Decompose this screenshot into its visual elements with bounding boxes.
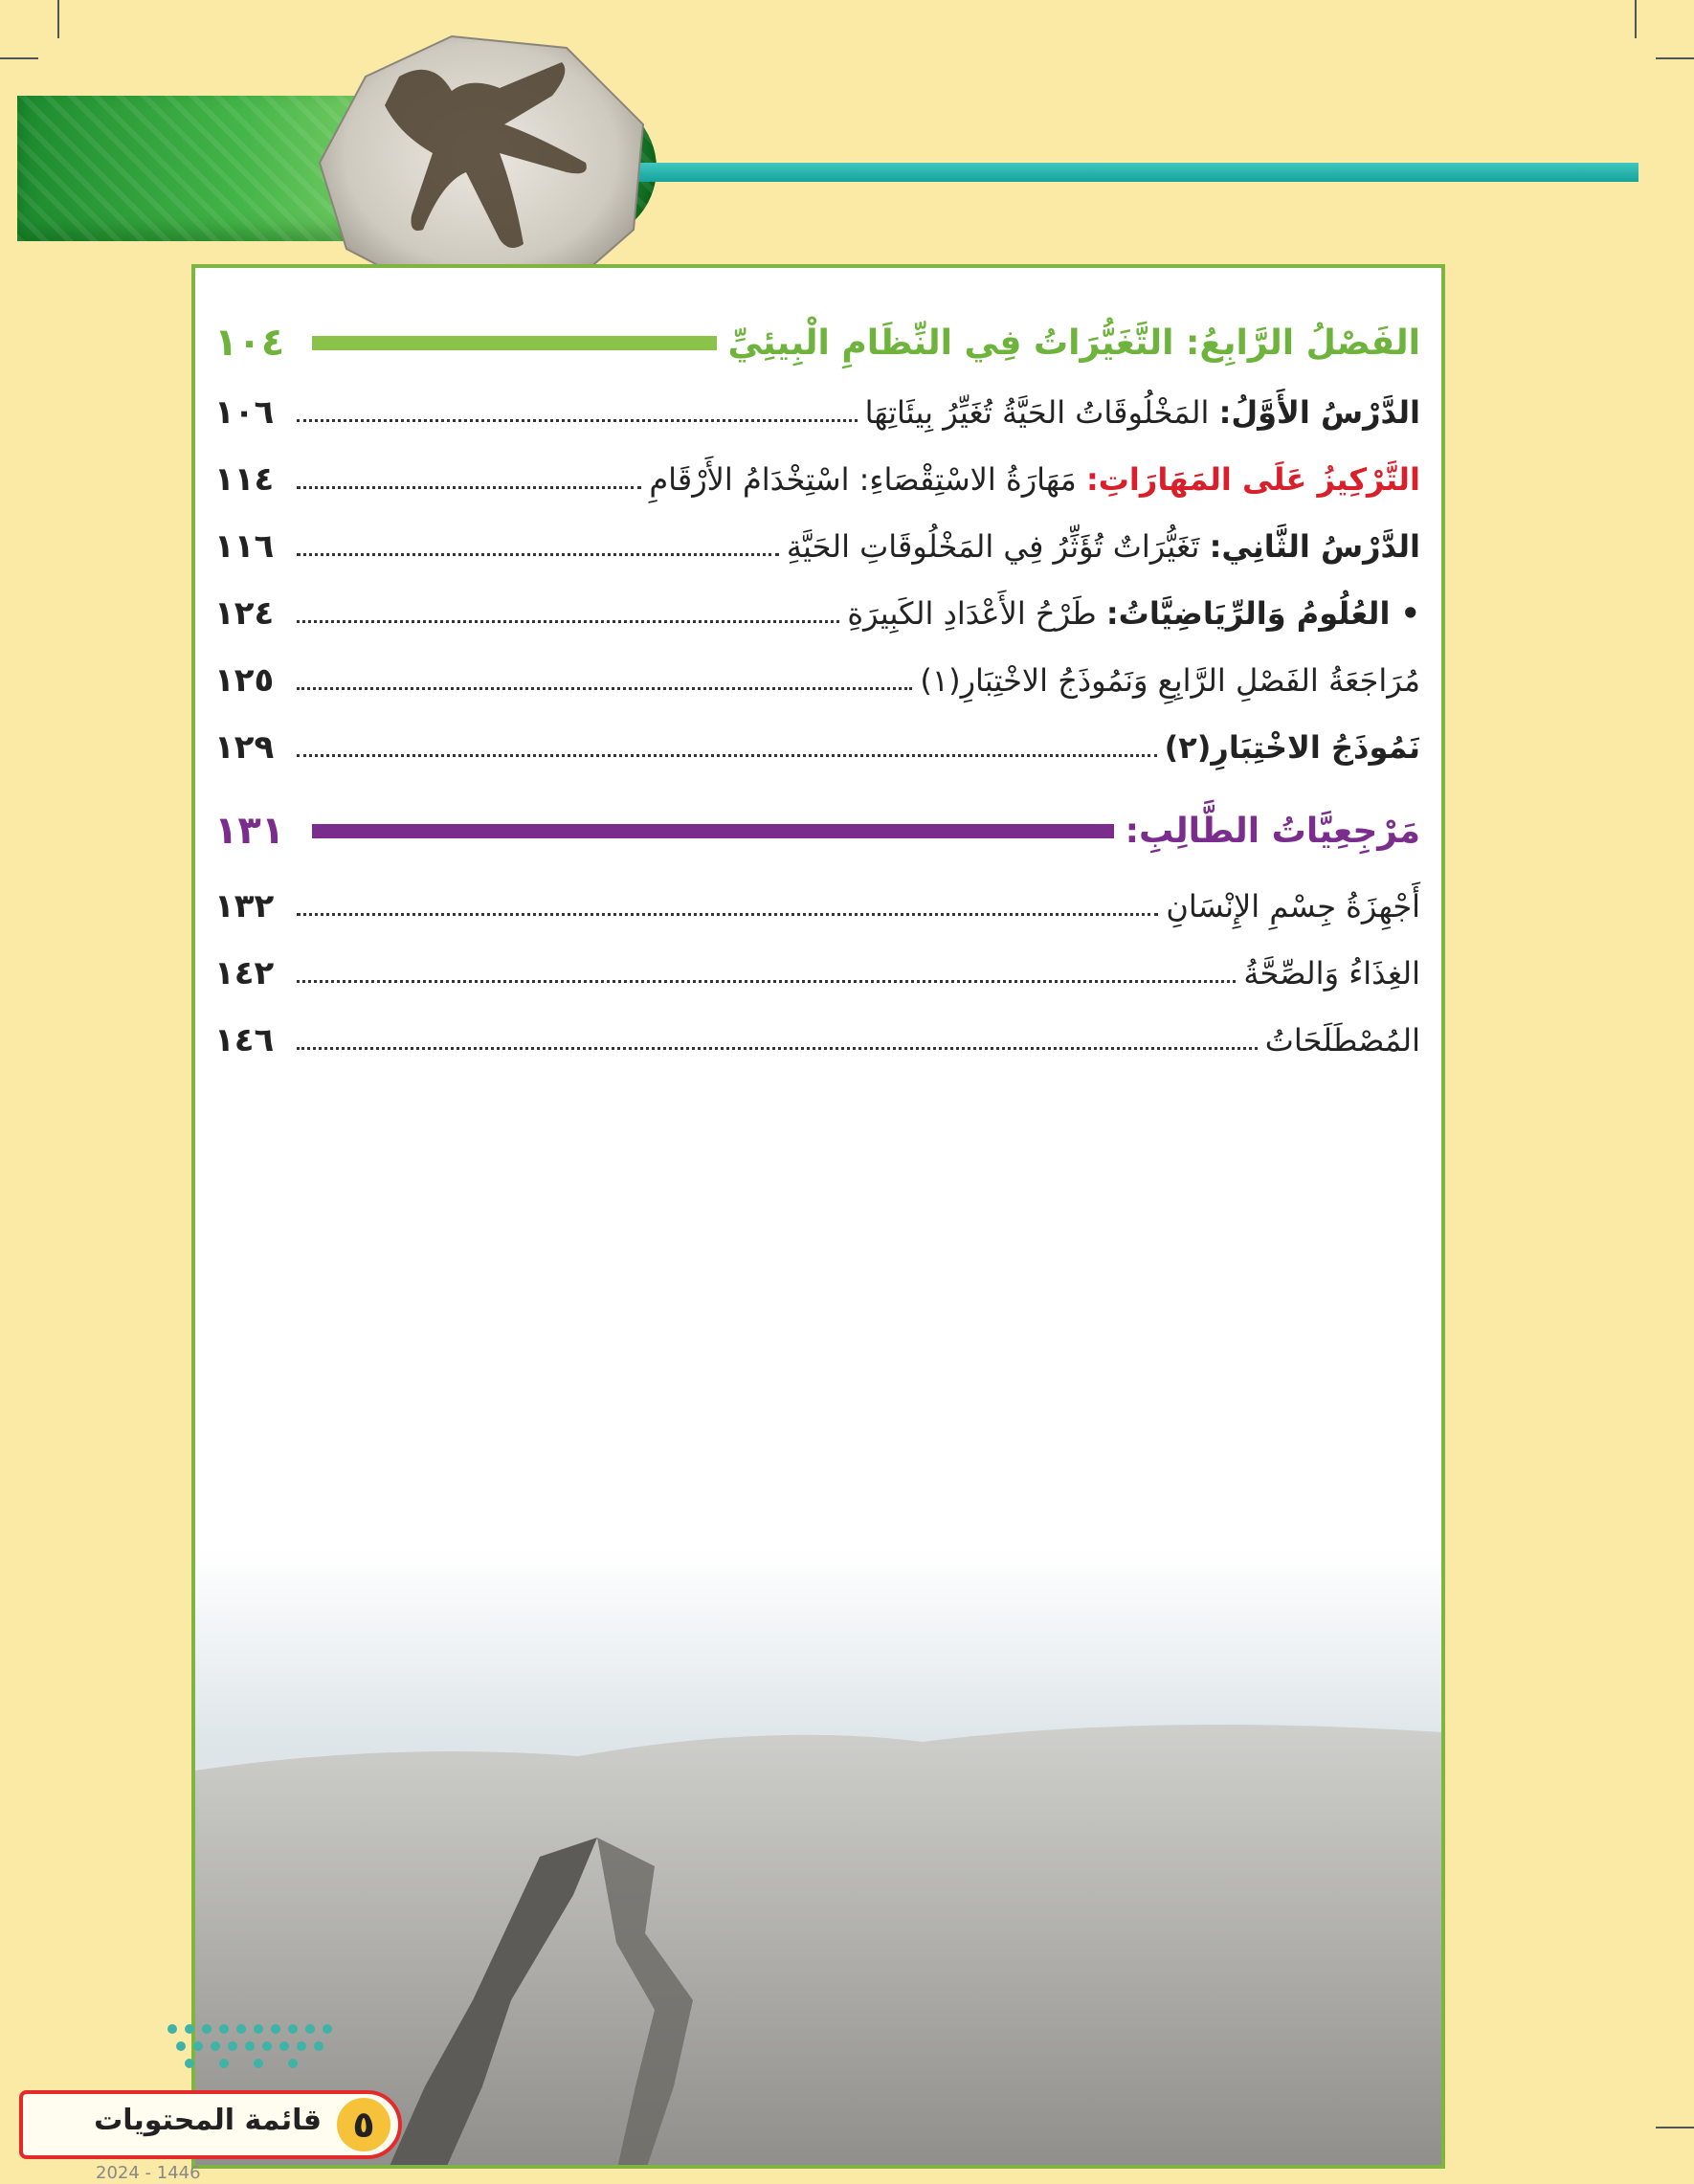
- dot-leader: [297, 754, 1157, 757]
- references-title: مَرْجِعِيَّاتُ الطَّالِبِ:: [1125, 811, 1420, 851]
- chapter-title: الفَصْلُ الرَّابِعُ: التَّغَيُّرَاتُ فِي النِّظَامِ الْبِيئِيِّ: [727, 323, 1420, 363]
- dot-leader: [297, 419, 858, 422]
- toc-entry[interactable]: [214, 580, 1420, 647]
- cracked-landscape-image: [195, 1550, 1441, 2169]
- entry-page-number: ١٣٢: [214, 887, 275, 925]
- entry-page-number: ١١٤: [214, 460, 275, 499]
- toc-entry[interactable]: [214, 446, 1420, 513]
- entry-title: نَمُوذَجُ الاخْتِبَارِ(٢): [1164, 729, 1420, 766]
- toc-entry[interactable]: [214, 379, 1420, 446]
- references-heading[interactable]: [214, 794, 1420, 867]
- entry-title: [641, 461, 1420, 498]
- entry-title: [839, 595, 1420, 632]
- dot-leader: [297, 486, 641, 489]
- crop-mark: [1656, 57, 1694, 59]
- toc-entry[interactable]: [214, 940, 1420, 1007]
- table-of-contents: [214, 306, 1420, 1074]
- footer-page-tab: [19, 2090, 402, 2159]
- footer-page-number: ٥: [337, 2098, 390, 2151]
- entry-text: تَغَيُّرَاتٌ تُؤَثِّرُ فِي المَخْلُوقَاتِ الحَيَّةِ: [786, 528, 1200, 565]
- contents-panel: [191, 264, 1445, 2169]
- crop-mark: [0, 57, 38, 59]
- entry-page-number: ١٢٩: [214, 728, 275, 767]
- entry-label: الدَّرْسُ الأَوَّلُ:: [1218, 394, 1420, 431]
- toc-entry[interactable]: [214, 714, 1420, 781]
- dot-leader: [297, 620, 839, 623]
- dot-leader: [297, 913, 1158, 916]
- entry-page-number: ١٢٤: [214, 594, 275, 633]
- entry-page-number: ١٠٦: [214, 393, 275, 432]
- fossil-stone-image: [308, 19, 662, 306]
- entry-title: الغِذَاءُ وَالصِّحَّةُ: [1243, 955, 1420, 992]
- chapter-heading[interactable]: [214, 306, 1420, 379]
- entry-page-number: ١٤٢: [214, 954, 275, 992]
- crop-mark: [1656, 2127, 1694, 2128]
- toc-entry[interactable]: [214, 873, 1420, 940]
- entry-page-number: ١١٦: [214, 527, 275, 566]
- chapter-divider-bar: [312, 336, 717, 350]
- toc-entry[interactable]: [214, 1007, 1420, 1074]
- references-divider-bar: [312, 824, 1114, 838]
- chapter-page-number: ١٠٤: [214, 321, 285, 365]
- dot-leader: [297, 553, 779, 556]
- entry-page-number: ١٤٦: [214, 1021, 275, 1059]
- edition-year: 2024 - 1446: [96, 2163, 201, 2183]
- entry-label: الدَّرْسُ الثَّانِي:: [1209, 528, 1420, 565]
- entry-title: [779, 528, 1420, 565]
- entry-title: أَجْهِزَةُ جِسْمِ الإِنْسَانِ: [1166, 888, 1420, 925]
- entry-title: [858, 394, 1420, 431]
- entry-title: المُصْطَلَحَاتُ: [1264, 1022, 1420, 1059]
- header-teal-line: [613, 163, 1638, 182]
- toc-entry[interactable]: [214, 647, 1420, 714]
- entry-page-number: ١٢٥: [214, 661, 275, 700]
- entry-text: طَرْحُ الأَعْدَادِ الكَبِيرَةِ: [847, 595, 1097, 632]
- crop-mark: [1635, 0, 1637, 38]
- entry-text: المَخْلُوقَاتُ الحَيَّةُ تُغَيِّرُ بِيئَاتِهَا: [864, 394, 1210, 431]
- ministry-logo-icon: [163, 2019, 345, 2073]
- crop-mark: [57, 0, 59, 38]
- entry-text: مَهَارَةُ الاسْتِقْصَاءِ: اسْتِخْدَامُ الأَرْقَامِ: [649, 461, 1077, 498]
- dot-leader: [297, 1047, 1258, 1050]
- references-page-number: ١٣١: [214, 809, 285, 853]
- toc-entry[interactable]: [214, 513, 1420, 580]
- entry-title: مُرَاجَعَةُ الفَصْلِ الرَّابِعِ وَنَمُوذَجُ الاخْتِبَارِ(١): [920, 662, 1420, 699]
- dot-leader: [297, 980, 1236, 983]
- dot-leader: [297, 687, 912, 690]
- entry-label: • العُلُومُ وَالرِّيَاضِيَّاتُ:: [1105, 595, 1420, 632]
- footer-label: قائمة المحتويات: [94, 2104, 322, 2137]
- entry-label: التَّرْكِيزُ عَلَى المَهَارَاتِ:: [1085, 461, 1420, 498]
